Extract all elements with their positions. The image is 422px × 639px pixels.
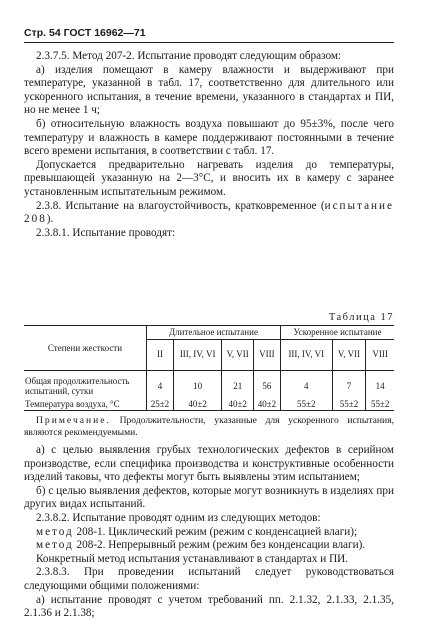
table-row	[24, 398, 394, 411]
cell: 40±2	[253, 398, 280, 411]
cell: 25±2	[147, 398, 174, 411]
table-row	[24, 370, 394, 398]
section-2-3-7-5	[24, 50, 394, 240]
cell: 4	[280, 370, 332, 398]
paragraph: 2.3.8.3. При проведении испытаний следует руководствоваться следующими общими положениями:	[24, 566, 394, 592]
cell: 7	[332, 370, 366, 398]
paragraph: б) с целью выявления дефектов, которые могут возникнуть в изделиях при других видах испытаний.	[24, 484, 394, 511]
header-rule	[24, 42, 394, 43]
section-2-3-8-continued	[24, 444, 394, 621]
col-header: III, IV, VI	[280, 339, 332, 370]
col-header: VIII	[366, 339, 394, 370]
row-label: Температура воздуха, °С	[24, 398, 147, 411]
row-label: Общая продолжительность испытаний, сутки	[25, 375, 130, 396]
col-header: VIII	[253, 339, 280, 370]
paragraph: а) изделия помещают в камеру влажности и выдерживают при температуре, указанной в табл. 17, соответственно для длительного или ускоренного испытания, в течение времени, указанного в стандартах и ПИ, но не менее 1 ч;	[24, 63, 394, 117]
page-header: Стр. 54 ГОСТ 16962—71	[24, 27, 146, 39]
method-208-1: метод 208-1. Циклический режим (режим с конденсацией влаги);	[36, 525, 358, 538]
paragraph: 2.3.7.5. Метод 207-2. Испытание проводят следующим образом:	[36, 50, 342, 62]
cell: 14	[366, 370, 394, 398]
paragraph: б) относительную влажность воздуха повышают до 95±3%, после чего температуру и влажность в камере поддерживают постоянными в течение всего времени испытания, в соответствии с табл. 17.	[24, 117, 394, 158]
cell: 56	[253, 370, 280, 398]
col-group-long: Длительное испытание	[147, 326, 281, 340]
cell: 21	[222, 370, 254, 398]
paragraph: 2.3.8.2. Испытание проводят одним из следующих методов:	[36, 511, 321, 524]
table-note: Примечание. Продолжительности, указанные для ускоренного испытания, являются рекомендуемыми.	[24, 415, 395, 438]
col-header: V, VII	[222, 339, 254, 370]
cell: 55±2	[332, 398, 366, 411]
table-17	[24, 325, 394, 411]
col-header: II	[147, 339, 174, 370]
method-208-2: метод 208-2. Непрерывный режим (режим без конденсации влаги).	[36, 539, 366, 552]
paragraph: 2.3.8.1. Испытание проводят:	[36, 226, 176, 239]
stub-header: Степени жесткости	[24, 326, 147, 371]
cell: 55±2	[366, 398, 394, 411]
cell: 40±2	[173, 398, 222, 411]
cell: 10	[173, 370, 222, 398]
paragraph: Допускается предварительно нагревать изделия до температуры, превышающей указанную на 2—3°С, и вносить их в камеру с заранее установленным испытательным режимом.	[24, 158, 394, 198]
col-header: V, VII	[332, 339, 366, 370]
paragraph: а) испытание проводят с учетом требований пп. 2.1.32, 2.1.33, 2.1.35, 2.1.36 и 2.1.38;	[24, 593, 394, 620]
table-caption: Таблица 17	[328, 312, 394, 323]
paragraph-2-3-8: 2.3.8. Испытание на влагоустойчивость, кратковременное (испытание 208).	[24, 199, 394, 226]
paragraph: а) с целью выявления грубых технологических дефектов в серийном производстве, если специфика производства и конструктивные особенности изделий таковы, что дефекты могут быть выявлены этим испытанием;	[24, 444, 394, 484]
col-group-fast: Ускоренное испытание	[280, 326, 394, 340]
cell: 55±2	[280, 398, 332, 411]
col-header: III, IV, VI	[173, 339, 222, 370]
cell: 4	[147, 370, 174, 398]
cell: 40±2	[222, 398, 254, 411]
paragraph: Конкретный метод испытания устанавливают в стандартах и ПИ.	[36, 552, 349, 565]
